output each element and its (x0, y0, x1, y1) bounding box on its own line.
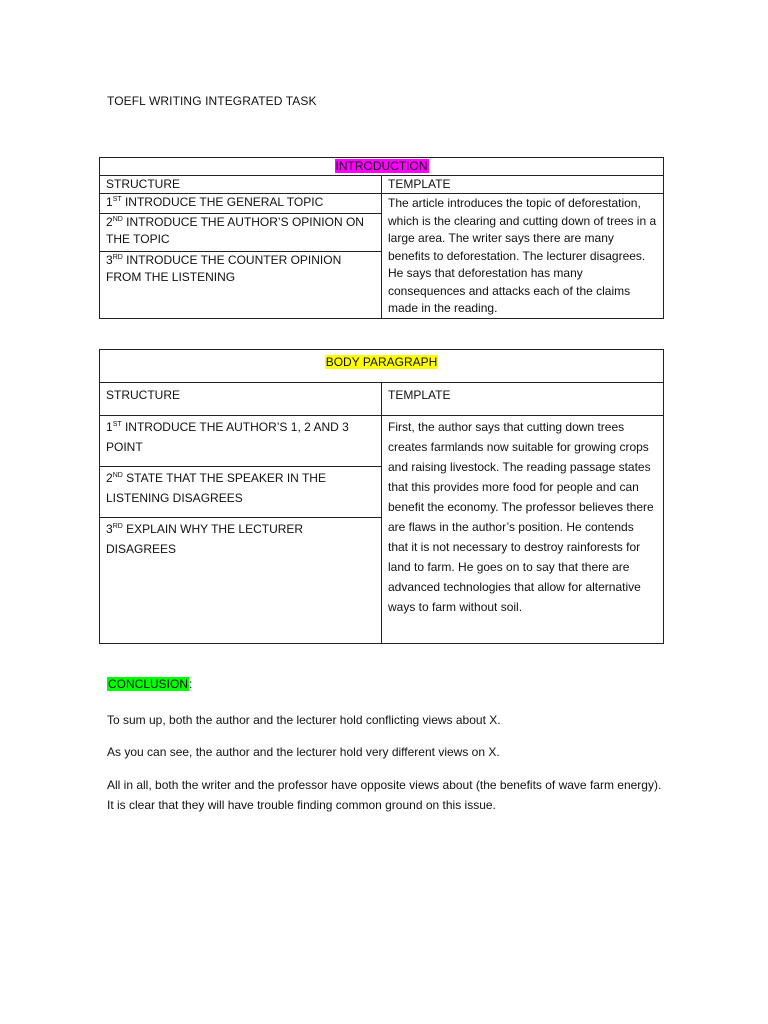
body-structure-header: STRUCTURE (100, 383, 382, 416)
conclusion-paragraph-3: All in all, both the writer and the professor have opposite views about (the benefits of wave farm energy). It is clear that they will have trouble finding common ground on this issue. (107, 778, 662, 812)
body-heading-cell (100, 350, 664, 383)
introduction-heading-cell (100, 158, 664, 176)
body-header-row (100, 350, 664, 383)
introduction-step-2: 2ND INTRODUCE THE AUTHOR’S OPINION ON THE TOPIC (100, 213, 382, 251)
introduction-column-row (100, 176, 664, 194)
document-title: TOEFL WRITING INTEGRATED TASK (107, 94, 317, 108)
conclusion-label (107, 676, 192, 693)
body-template-header: TEMPLATE (382, 383, 664, 416)
introduction-header-row (100, 158, 664, 176)
body-paragraph-table (99, 349, 664, 644)
body-step-2: 2ND STATE THAT THE SPEAKER IN THE LISTENING DISAGREES (100, 467, 382, 518)
body-step-1: 1ST INTRODUCE THE AUTHOR’S 1, 2 AND 3 POINT (100, 416, 382, 467)
introduction-template-header: TEMPLATE (382, 176, 664, 194)
conclusion-paragraph-2: As you can see, the author and the lecturer hold very different views on X. (107, 745, 500, 759)
introduction-step-row (100, 194, 664, 214)
introduction-structure-header: STRUCTURE (100, 176, 382, 194)
body-step-3: 3RD EXPLAIN WHY THE LECTURER DISAGREES (100, 518, 382, 644)
body-step-row (100, 416, 664, 467)
conclusion-heading: CONCLUSION (108, 677, 189, 691)
conclusion-paragraph-1: To sum up, both the author and the lecturer hold conflicting views about X. (107, 713, 501, 727)
introduction-table (99, 157, 664, 319)
body-template-text: First, the author says that cutting down trees creates farmlands now suitable for growing crops and raising livestock. The reading passage states that this provides more food for people and can benefit the economy. The professor believes there are flaws in the author’s position. He contends that it is not necessary to destroy rainforests for land to farm. He goes on to say that there are advanced technologies that allow for alternative ways to farm without soil. (382, 416, 664, 644)
body-paragraph-heading: BODY PARAGRAPH (325, 355, 438, 369)
introduction-step-1: 1ST INTRODUCE THE GENERAL TOPIC (100, 194, 382, 214)
introduction-heading: INTRODUCTION (335, 159, 428, 173)
conclusion-colon: : (189, 677, 193, 691)
body-column-row (100, 383, 664, 416)
introduction-template-text: The article introduces the topic of deforestation, which is the clearing and cutting down of trees in a large area. The writer says there are many benefits to deforestation. The lecturer disagrees. He says that deforestation has many consequences and attacks each of the claims made in the reading. (382, 194, 664, 319)
introduction-step-3: 3RD INTRODUCE THE COUNTER OPINION FROM THE LISTENING (100, 251, 382, 318)
